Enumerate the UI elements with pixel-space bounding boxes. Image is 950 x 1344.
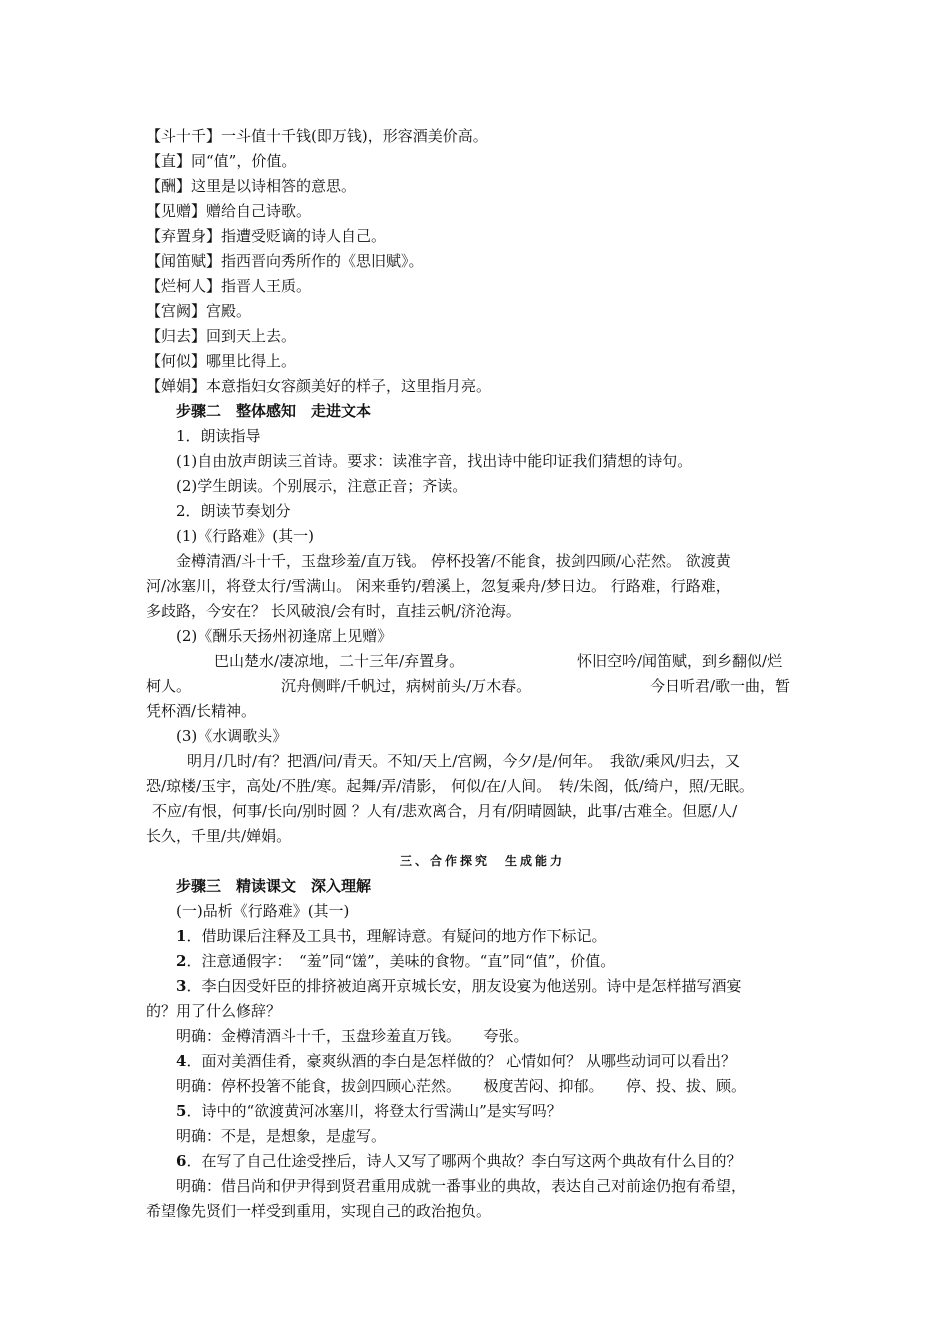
- answer-4: 明确：停杯投箸不能食，拔剑四顾心茫然。 极度苦闷、抑郁。 停、投、拔、顾。: [176, 1077, 747, 1095]
- reading-guide-title: 1．朗读指导: [176, 427, 261, 445]
- question-5-text: 诗中的“欲渡黄河冰塞川，将登太行雪满山”是实写吗？: [201, 1102, 562, 1120]
- question-3: 3．李白因受奸臣的排挤被迫离开京城长安，朋友设宴为他送别。诗中是怎样描写酒宴: [176, 977, 742, 995]
- section3-heading: 三、合作探究 生成能力: [400, 854, 566, 868]
- gloss-zhi: 【直】同“值”，价值。: [146, 152, 297, 170]
- poem2-fragment: 凭杯酒/长精神。: [146, 702, 257, 720]
- answer-5: 明确：不是，是想象，是虚写。: [176, 1127, 387, 1145]
- poem2-fragment: 怀旧空吟/闻笛赋，到乡翻似/烂: [577, 652, 783, 670]
- poem3-line: 不应/有恨，何事/长向/别时圆 ？人有/悲欢离合，月有/阴晴圆缺，此事/古难全。但愿/人/: [152, 802, 738, 820]
- poem2-fragment: 沉舟侧畔/千帆过，病树前头/万木春。: [281, 677, 532, 695]
- answer-3: 明确：金樽清酒斗十千，玉盘珍羞直万钱。 夸张。: [176, 1027, 529, 1045]
- gloss-gong-que: 【宫阙】宫殿。: [146, 302, 252, 320]
- step3-subheading: (一)品析《行路难》(其一): [176, 902, 350, 920]
- question-4: 4．面对美酒佳肴，豪爽纵酒的李白是怎样做的？ 心情如何？ 从哪些动词可以看出？: [176, 1052, 736, 1070]
- step2-heading: 步骤二 整体感知 走进文本: [176, 402, 372, 420]
- poem1-line: 多歧路，今安在？ 长风破浪/会有时，直挂云帆/济沧海。: [146, 602, 521, 620]
- poem2-title: (2)《酬乐天扬州初逢席上见赠》: [176, 627, 393, 645]
- poem3-line: 长久，千里/共/婵娟。: [146, 827, 292, 845]
- gloss-wen-di-fu: 【闻笛赋】指西晋向秀所作的《思旧赋》。: [146, 252, 424, 270]
- question-6-text: 在写了自己仕途受挫后，诗人又写了哪两个典故？李白写这两个典故有什么目的？: [201, 1152, 742, 1170]
- gloss-dou-shi-qian: 【斗十千】一斗值十千钱(即万钱)，形容酒美价高。: [146, 127, 488, 145]
- question-5: 5．诗中的“欲渡黄河冰塞川，将登太行雪满山”是实写吗？: [176, 1102, 562, 1120]
- question-6: 6．在写了自己仕途受挫后，诗人又写了哪两个典故？李白写这两个典故有什么目的？: [176, 1152, 742, 1170]
- gloss-chan-juan: 【婵娟】本意指妇女容颜美好的样子，这里指月亮。: [146, 377, 492, 395]
- rhythm-title: 2．朗读节奏划分: [176, 502, 291, 520]
- poem3-line: 明月/几时/有？把酒/问/青天。不知/天上/宫阙，今夕/是/何年。 我欲/乘风/归去，又: [187, 752, 741, 770]
- reading-guide-2: (2)学生朗读。个别展示，注意正音；齐读。: [176, 477, 468, 495]
- poem3-title: (3)《水调歌头》: [176, 727, 288, 745]
- question-3-text: 李白因受奸臣的排挤被迫离开京城长安，朋友设宴为他送别。诗中是怎样描写酒宴: [201, 977, 742, 995]
- poem2-fragment: 巴山楚水/凄凉地，二十三年/弃置身。: [214, 652, 465, 670]
- question-1-text: 借助课后注释及工具书，理解诗意。有疑问的地方作下标记。: [201, 927, 607, 945]
- gloss-jian-zeng: 【见赠】赠给自己诗歌。: [146, 202, 312, 220]
- gloss-lan-ke-ren: 【烂柯人】指晋人王质。: [146, 277, 312, 295]
- poem2-fragment: 今日听君/歌一曲，暂: [650, 677, 791, 695]
- gloss-gui-qu: 【归去】回到天上去。: [146, 327, 297, 345]
- reading-guide-1: (1)自由放声朗读三首诗。要求：读准字音，找出诗中能印证我们猜想的诗句。: [176, 452, 693, 470]
- gloss-qi-zhi-shen: 【弃置身】指遭受贬谪的诗人自己。: [146, 227, 387, 245]
- question-3-cont: 的？用了什么修辞？: [146, 1002, 282, 1020]
- poem1-line: 河/冰塞川，将登太行/雪满山。 闲来垂钓/碧溪上，忽复乘舟/梦日边。 行路难，行路难，: [146, 577, 731, 595]
- poem2-fragment: 柯人。: [146, 677, 192, 695]
- answer-6-cont: 希望像先贤们一样受到重用，实现自己的政治抱负。: [146, 1202, 492, 1220]
- answer-6: 明确：借吕尚和伊尹得到贤君重用成就一番事业的典故，表达自己对前途仍抱有希望，: [176, 1177, 747, 1195]
- gloss-chou: 【酬】这里是以诗相答的意思。: [146, 177, 357, 195]
- poem1-line: 金樽清酒/斗十千，玉盘珍羞/直万钱。 停杯投箸/不能食，拔剑四顾/心茫然。 欲渡黄: [176, 552, 731, 570]
- question-2-text: 注意通假字： “羞”同“馐”，美味的食物。“直”同“值”，价值。: [201, 952, 616, 970]
- poem1-title: (1)《行路难》(其一): [176, 527, 314, 545]
- step3-heading: 步骤三 精读课文 深入理解: [176, 877, 372, 895]
- question-1: 1．借助课后注释及工具书，理解诗意。有疑问的地方作下标记。: [176, 927, 607, 945]
- question-2: 2．注意通假字： “羞”同“馐”，美味的食物。“直”同“值”，价值。: [176, 952, 616, 970]
- question-4-text: 面对美酒佳肴，豪爽纵酒的李白是怎样做的？ 心情如何？ 从哪些动词可以看出？: [201, 1052, 736, 1070]
- gloss-he-si: 【何似】哪里比得上。: [146, 352, 297, 370]
- poem3-line: 恐/琼楼/玉宇，高处/不胜/寒。起舞/弄/清影， 何似/在/人间。 转/朱阁，低/绮户，照/无眠。: [146, 777, 754, 795]
